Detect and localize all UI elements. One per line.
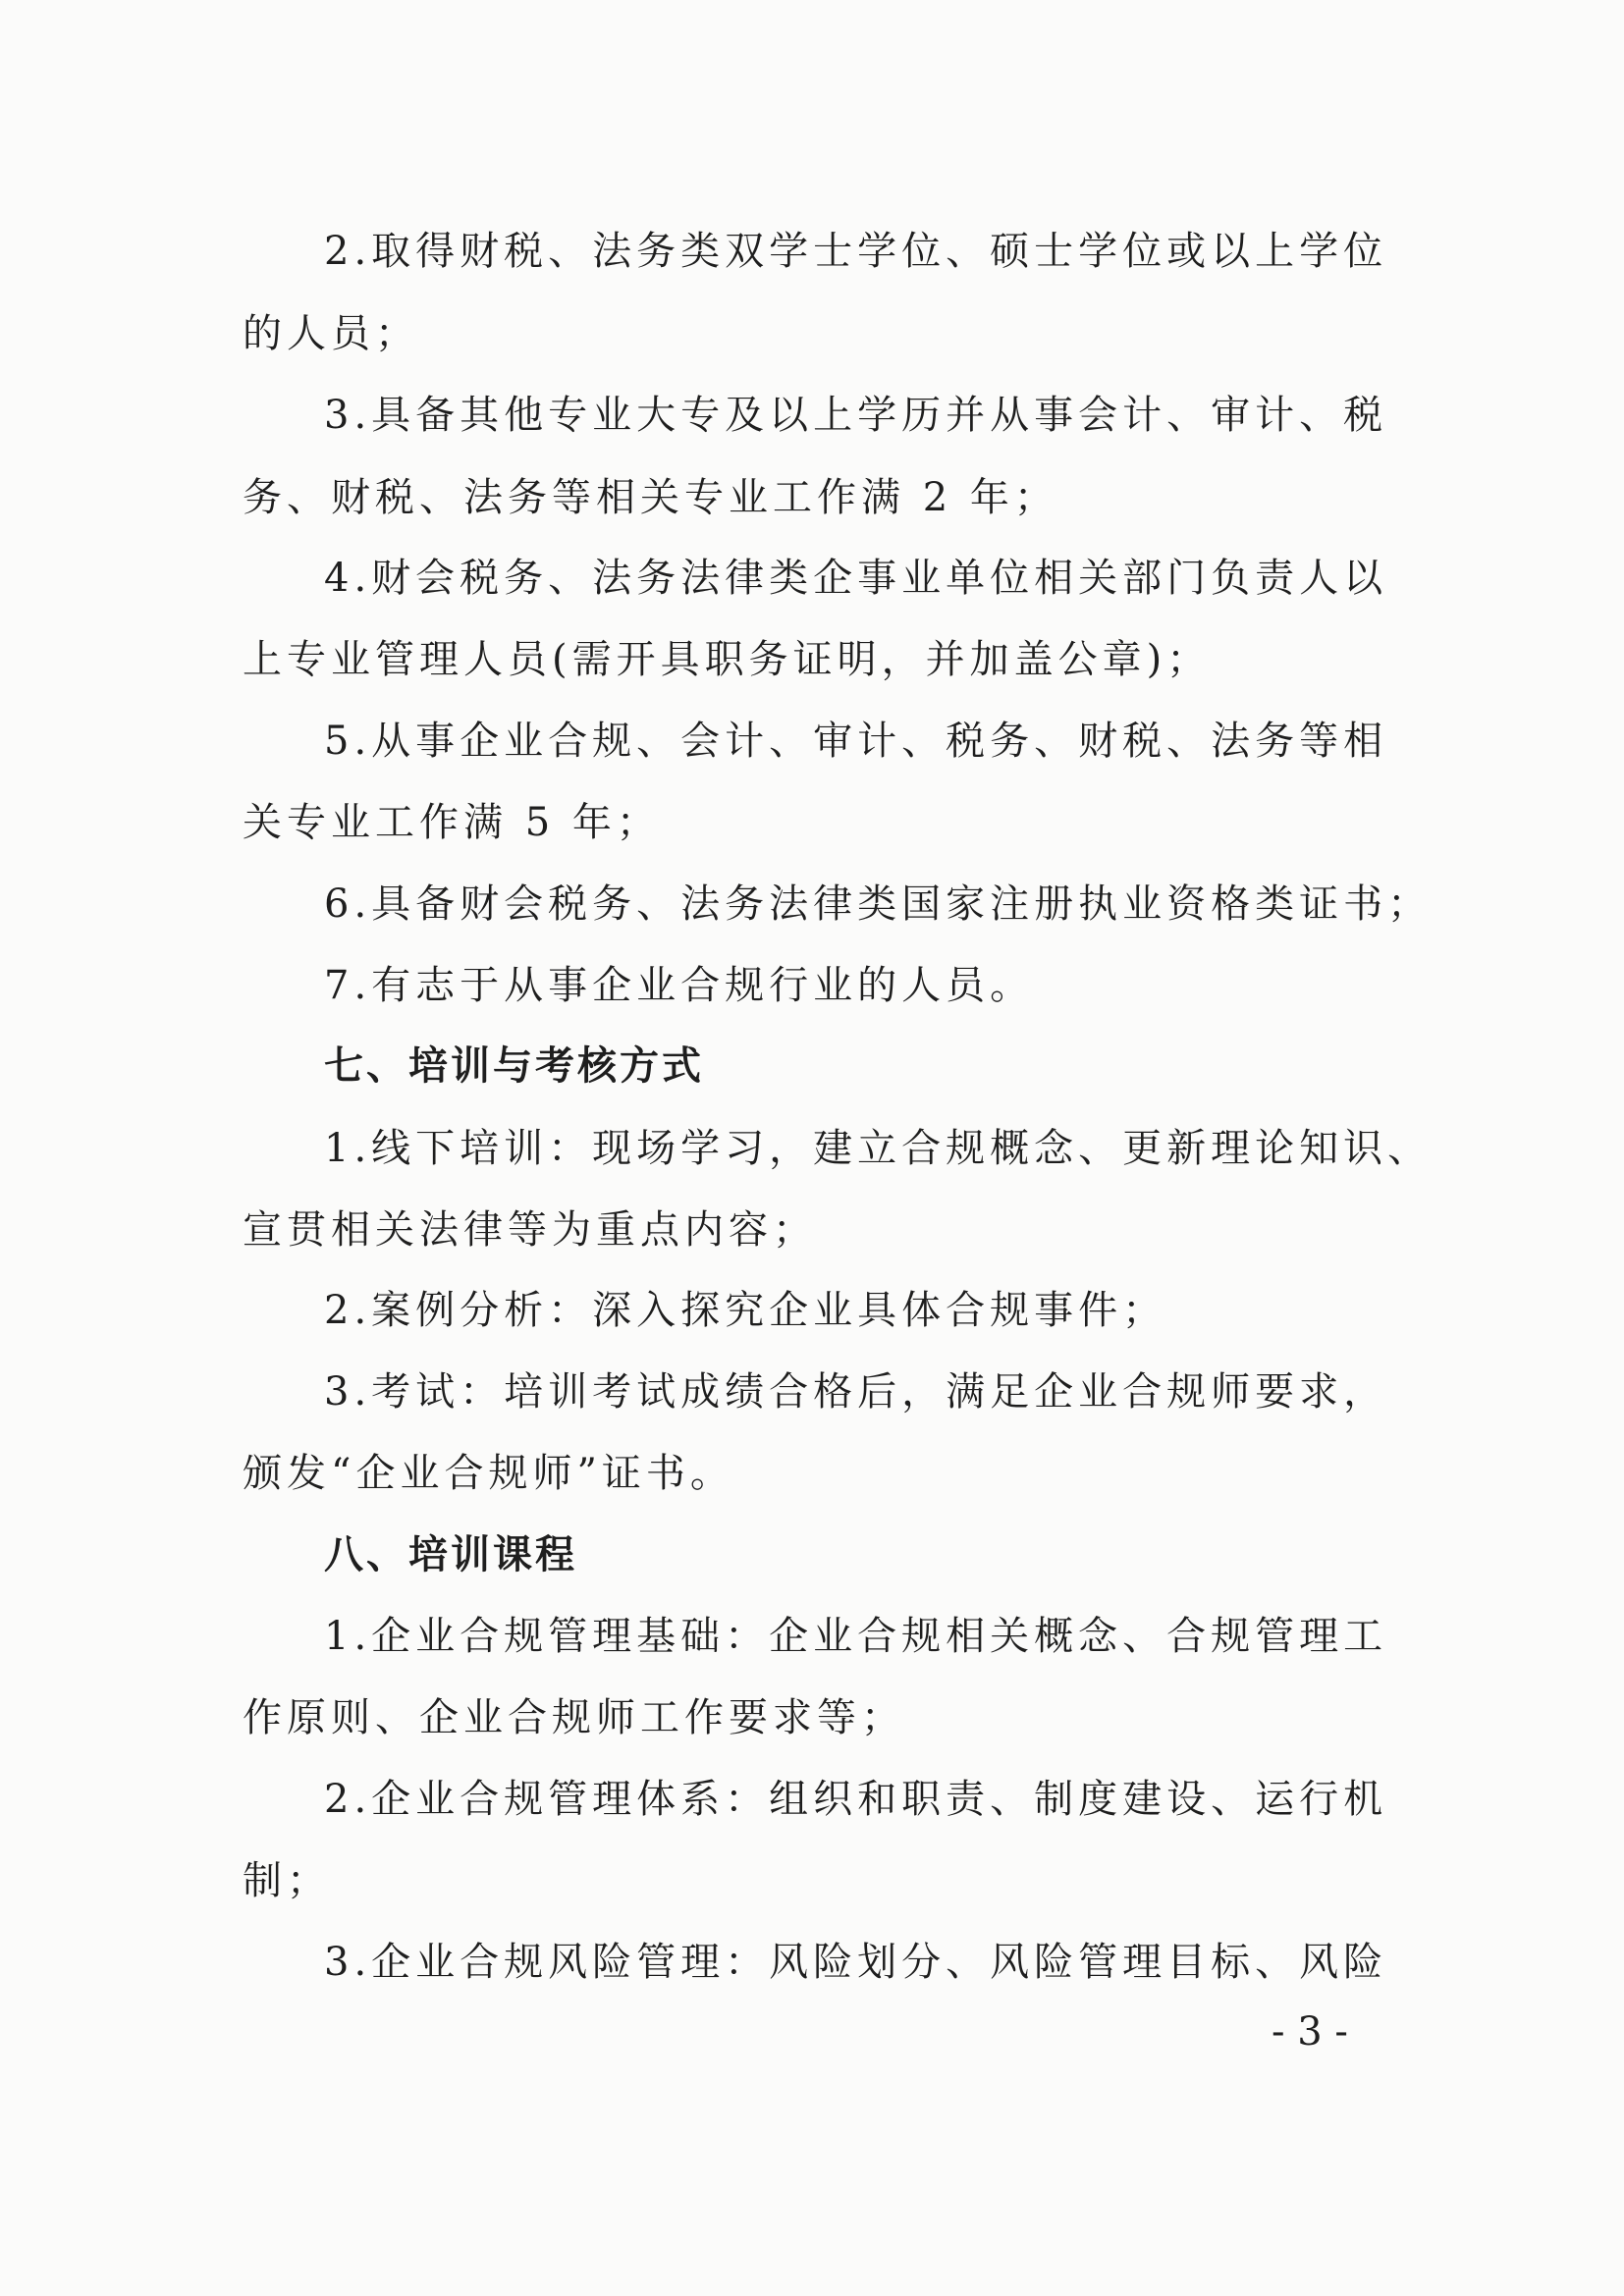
paragraph-line: 关专业工作满 5 年； <box>243 800 661 845</box>
paragraph-line: 1.企业合规管理基础：企业合规相关概念、合规管理工 <box>324 1614 1388 1659</box>
paragraph-line: 颁发“企业合规师”证书。 <box>243 1451 734 1496</box>
paragraph-line: 的人员； <box>243 311 419 356</box>
paragraph-line: 5.从事企业合规、会计、审计、税务、财税、法务等相 <box>324 719 1388 764</box>
paragraph-line: 6.具备财会税务、法务法律类国家注册执业资格类证书； <box>324 881 1433 927</box>
section-heading: 八、培训课程 <box>324 1532 577 1577</box>
paragraph-line: 3.具备其他专业大专及以上学历并从事会计、审计、税 <box>324 393 1388 438</box>
paragraph-line: 3.考试：培训考试成绩合格后，满足企业合规师要求， <box>324 1369 1388 1415</box>
paragraph-line: 务、财税、法务等相关专业工作满 2 年； <box>243 475 1058 520</box>
paragraph-line: 作原则、企业合规师工作要求等； <box>243 1695 905 1740</box>
paragraph-line: 2.企业合规管理体系：组织和职责、制度建设、运行机 <box>324 1777 1388 1822</box>
paragraph-line: 3.企业合规风险管理：风险划分、风险管理目标、风险 <box>324 1940 1388 1985</box>
paragraph-line: 4.财会税务、法务法律类企事业单位相关部门负责人以 <box>324 556 1388 601</box>
page-number: - 3 - <box>1272 2009 1348 2055</box>
paragraph-line: 7.有志于从事企业合规行业的人员。 <box>324 963 1035 1008</box>
paragraph-line: 宣贯相关法律等为重点内容； <box>243 1207 817 1253</box>
paragraph-line: 制； <box>243 1858 331 1903</box>
paragraph-line: 1.线下培训：现场学习，建立合规概念、更新理论知识、 <box>324 1126 1433 1171</box>
paragraph-line: 2.取得财税、法务类双学士学位、硕士学位或以上学位 <box>324 229 1388 274</box>
section-heading: 七、培训与考核方式 <box>324 1043 704 1089</box>
paragraph-line: 2.案例分析：深入探究企业具体合规事件； <box>324 1288 1167 1333</box>
paragraph-line: 上专业管理人员(需开具职务证明，并加盖公章)； <box>243 637 1212 682</box>
